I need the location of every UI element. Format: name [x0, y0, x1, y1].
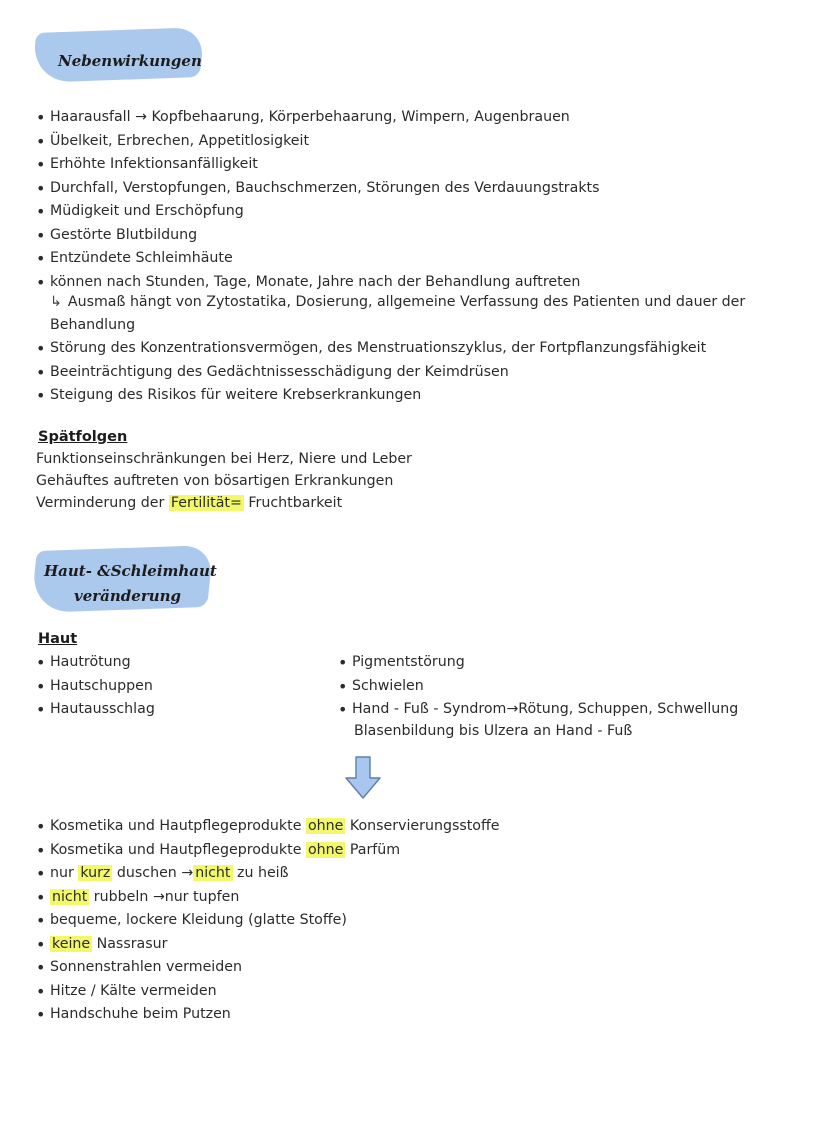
highlight-kurz: kurz: [80, 865, 111, 881]
list-item: • Gestörte Blutbildung: [36, 224, 600, 248]
down-arrow-icon: [344, 756, 382, 800]
highlight-ohne: ohne: [307, 841, 344, 858]
spaetfolgen-line-1: Funktionseinschränkungen bei Herz, Niere und Leber: [36, 451, 412, 467]
list-item: • Störung des Konzentrationsvermögen, des Menstruationszyklus, der Fortpflanzungsfähigkeit: [36, 337, 706, 361]
haut-list-left: [36, 651, 155, 722]
haut-title: Haut: [38, 631, 78, 647]
spaetfolgen-line-2: Gehäuftes auftreten von bösartigen Erkrankungen: [36, 473, 394, 489]
list-item: • Erhöhte Infektionsanfälligkeit: [36, 153, 600, 177]
list-item: • Durchfall, Verstopfungen, Bauchschmerzen, Störungen des Verdauungstrakts: [36, 177, 600, 201]
list-item: • Pigmentstörung: [338, 651, 738, 675]
list-item: • Hautschuppen: [36, 675, 155, 699]
list-item: • Kosmetika und Hautpflegeprodukte ohne Parfüm: [36, 839, 500, 863]
list-item: • Entzündete Schleimhäute: [36, 247, 600, 271]
list-item: • Hitze / Kälte vermeiden: [36, 980, 500, 1004]
text-segment: Verminderung der: [36, 495, 169, 511]
highlight-nicht: nicht: [195, 865, 231, 881]
list-item: • nicht rubbeln →nur tupfen: [36, 886, 500, 910]
heading-nebenwirkungen: Nebenwirkungen: [58, 52, 202, 70]
heading-haut-line-2: veränderung: [74, 587, 182, 605]
list-item: • können nach Stunden, Tage, Monate, Jahre nach der Behandlung auftreten: [36, 271, 600, 295]
list-item: • Kosmetika und Hautpflegeprodukte ohne Konservierungsstoffe: [36, 815, 500, 839]
haut-right-continuation: Blasenbildung bis Ulzera an Hand - Fuß: [354, 723, 633, 739]
list-item: • Steigung des Risikos für weitere Krebserkrankungen: [36, 384, 706, 408]
list-item: • Beeinträchtigung des Gedächtnissesschädigung der Keimdrüsen: [36, 361, 706, 385]
subnote-text: Ausmaß hängt von Zytostatika, Dosierung, allgemeine Verfassung des Patienten und dauer der Behandlung: [50, 294, 746, 333]
list-item: • bequeme, lockere Kleidung (glatte Stoffe): [36, 909, 500, 933]
spaetfolgen-title: Spätfolgen: [38, 429, 128, 445]
list-item: • Sonnenstrahlen vermeiden: [36, 956, 500, 980]
list-item: • Schwielen: [338, 675, 738, 699]
list-item: • Übelkeit, Erbrechen, Appetitlosigkeit: [36, 130, 600, 154]
list-item: • Hautausschlag: [36, 698, 155, 722]
return-arrow-icon: ↳: [50, 294, 62, 310]
list-item: • nur kurz duschen → nicht zu heiß: [36, 862, 500, 886]
spaetfolgen-line-3: [36, 495, 342, 511]
subnote: [50, 291, 790, 337]
highlight-ohne: ohne: [307, 818, 344, 834]
pflege-tips-list: [36, 815, 500, 1027]
nebenwirkungen-list-2: [36, 337, 706, 408]
list-item: • Hautrötung: [36, 651, 155, 675]
text-segment: Fruchtbarkeit: [243, 495, 343, 511]
list-item: • Müdigkeit und Erschöpfung: [36, 200, 600, 224]
nebenwirkungen-list: [36, 106, 600, 294]
heading-haut-line-1: Haut- &Schleimhaut: [44, 562, 217, 580]
highlight-fertilitaet: Fertilität=: [170, 495, 242, 511]
list-item: • Hand - Fuß - Syndrom→Rötung, Schuppen, Schwellung: [338, 698, 738, 722]
list-item: • Handschuhe beim Putzen: [36, 1003, 500, 1027]
list-item: • Haarausfall → Kopfbehaarung, Körperbehaarung, Wimpern, Augenbrauen: [36, 106, 600, 130]
highlight-keine: keine: [52, 935, 91, 952]
haut-list-right: [338, 651, 738, 722]
list-item: • keine Nassrasur: [36, 933, 500, 957]
highlight-nicht: nicht: [52, 888, 88, 905]
